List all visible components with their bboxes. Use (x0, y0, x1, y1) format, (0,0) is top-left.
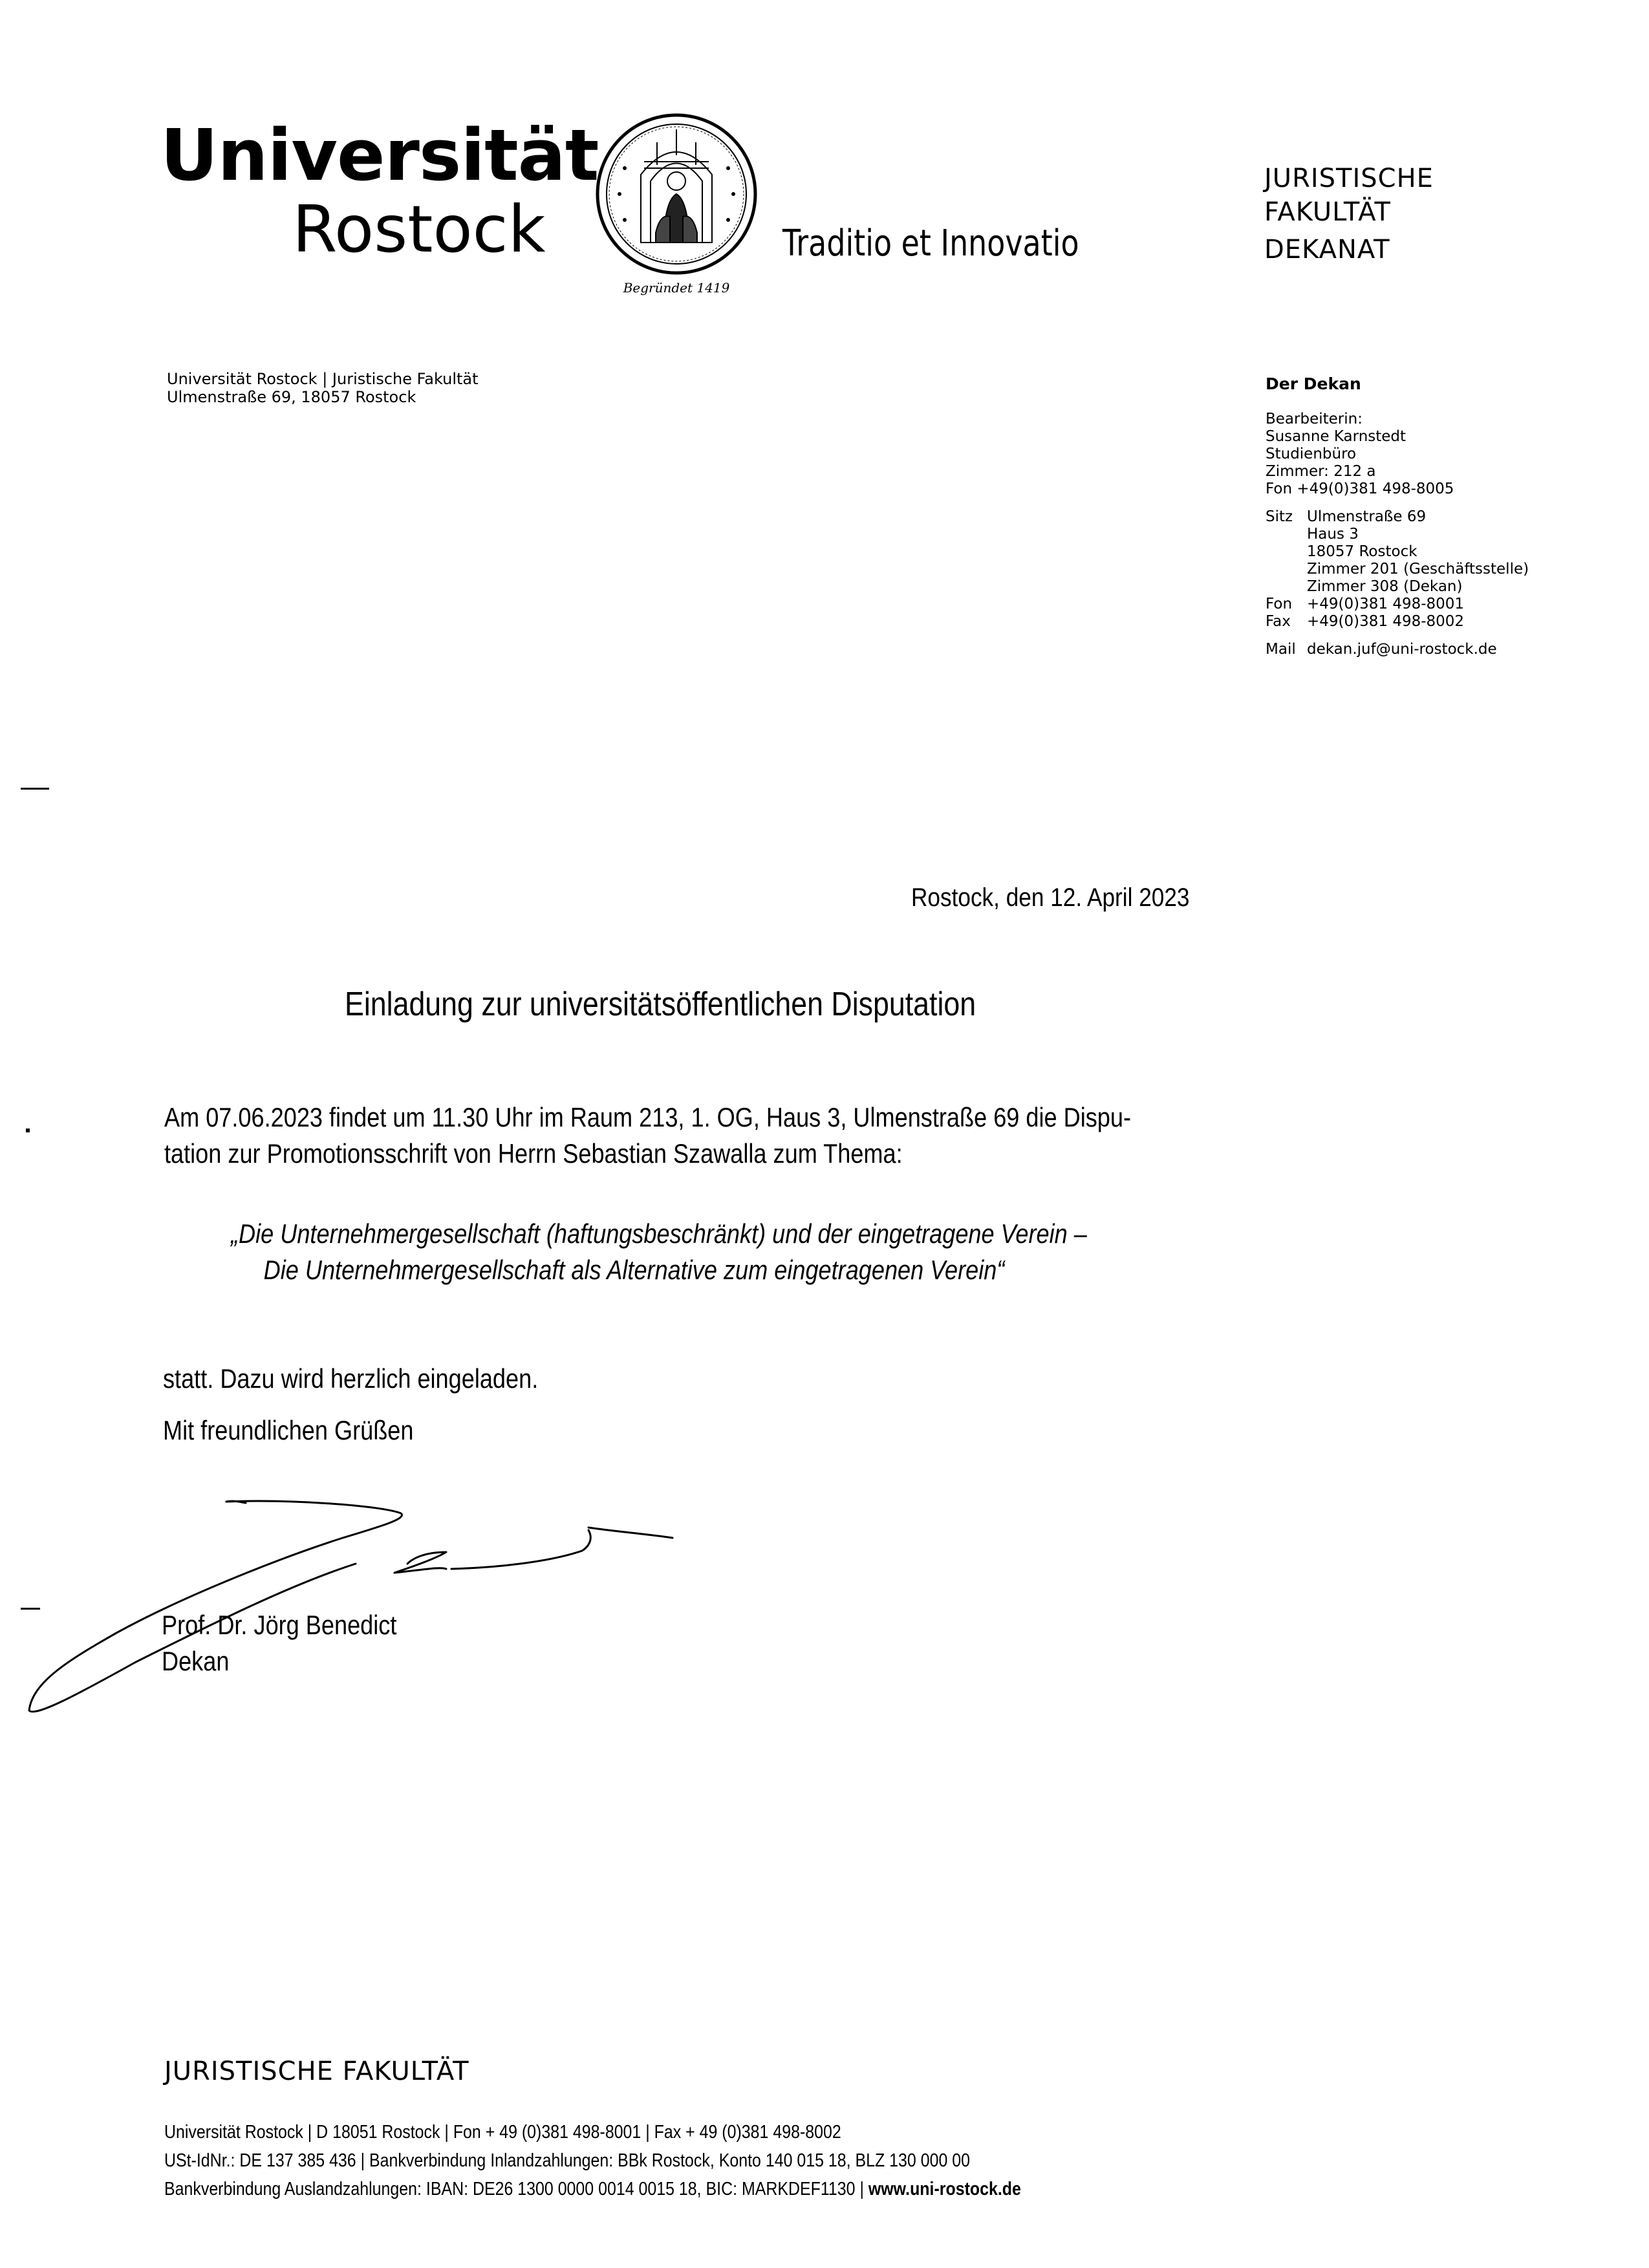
seat-line: Zimmer 308 (Dekan) (1307, 578, 1463, 595)
punch-mark (26, 1129, 30, 1132)
sidebar-contact-line: Susanne Karnstedt (1266, 428, 1406, 445)
signer-name: Prof. Dr. Jörg Benedict (162, 1610, 397, 1640)
logo-university-word: Universität (160, 114, 599, 197)
fon-number: +49(0)381 498-8001 (1307, 596, 1465, 612)
footer-heading: JURISTISCHE FAKULTÄT (164, 2057, 469, 2086)
faculty-heading (1264, 162, 1434, 266)
body-line: Am 07.06.2023 findet um 11.30 Uhr im Raum 213, 1. OG, Haus 3, Ulmenstraße 69 die Dispu- (164, 1102, 1132, 1132)
seat-line: 18057 Rostock (1307, 543, 1417, 560)
thesis-title (231, 1216, 1087, 1288)
letter-body (164, 1099, 1131, 1172)
fold-mark (21, 788, 49, 790)
closing-line: statt. Dazu wird herzlich eingeladen. (163, 1363, 539, 1394)
letter-title: Einladung zur universitätsöffentlichen Disputation (345, 986, 976, 1023)
footer-website-link[interactable]: www.uni-rostock.de (868, 2179, 1021, 2199)
fax-label: Fax (1266, 613, 1291, 630)
logo-rostock-word: Rostock (292, 191, 546, 267)
sender-line: Ulmenstraße 69, 18057 Rostock (167, 388, 416, 406)
sender-line: Universität Rostock | Juristische Fakultät (167, 370, 479, 388)
sidebar-contact-line: Zimmer: 212 a (1266, 463, 1376, 480)
fon-label: Fon (1266, 596, 1293, 612)
university-motto: Traditio et Innovatio (782, 222, 1079, 265)
handwritten-signature (19, 1487, 679, 1727)
sidebar-title: Der Dekan (1266, 374, 1361, 393)
signer-role: Dekan (162, 1646, 230, 1676)
seat-label: Sitz (1266, 508, 1293, 525)
sidebar-contact-line: Fon +49(0)381 498-8005 (1266, 481, 1454, 497)
footer-details (164, 2118, 1021, 2203)
sidebar-contact-line: Bearbeiterin: (1266, 411, 1363, 427)
body-line: tation zur Promotionsschrift von Herrn Sebastian Szawalla zum Thema: (164, 1138, 903, 1169)
faculty-heading-line: DEKANAT (1264, 235, 1390, 265)
seal-text: Begründet 1419 (623, 280, 730, 296)
letter-closing (163, 1353, 538, 1456)
letter-date: Rostock, den 12. April 2023 (911, 883, 1190, 912)
mail-address: dekan.juf@uni-rostock.de (1307, 641, 1497, 658)
faculty-heading-line: JURISTISCHE (1264, 164, 1434, 193)
footer-line: Universität Rostock | D 18051 Rostock | Fon + 49 (0)381 498-8001 | Fax + 49 (0)381 498-8002 (164, 2122, 841, 2143)
sidebar-seat-block (1266, 508, 1529, 631)
sidebar-contact-block (1266, 411, 1529, 498)
footer-bank-text: Bankverbindung Auslandzahlungen: IBAN: DE26 1300 0000 0014 0015 18, BIC: MARKDEF1130 | (164, 2179, 868, 2199)
seat-line: Ulmenstraße 69 (1307, 508, 1427, 525)
seat-line: Haus 3 (1307, 526, 1359, 543)
thesis-title-line: Die Unternehmergesellschaft als Alternative zum eingetragenen Verein“ (263, 1255, 1005, 1285)
closing-line: Mit freundlichen Grüßen (163, 1415, 414, 1445)
sidebar-contact-line: Studienbüro (1266, 446, 1357, 462)
thesis-title-line: „Die Unternehmergesellschaft (haftungsbeschränkt) und der eingetragene Verein – (231, 1218, 1087, 1249)
sender-address (167, 370, 479, 406)
faculty-heading-line: FAKULTÄT (1264, 197, 1391, 227)
footer-line (164, 2175, 1021, 2203)
footer-line: USt-IdNr.: DE 137 385 436 | Bankverbindung Inlandzahlungen: BBk Rostock, Konto 140 015 18, BLZ 130 000 00 (164, 2150, 971, 2171)
contact-sidebar (1266, 375, 1529, 658)
fax-number: +49(0)381 498-8002 (1307, 613, 1465, 630)
university-seal-icon (579, 103, 773, 297)
seat-line: Zimmer 201 (Geschäftsstelle) (1307, 561, 1529, 578)
mail-label: Mail (1266, 641, 1296, 658)
